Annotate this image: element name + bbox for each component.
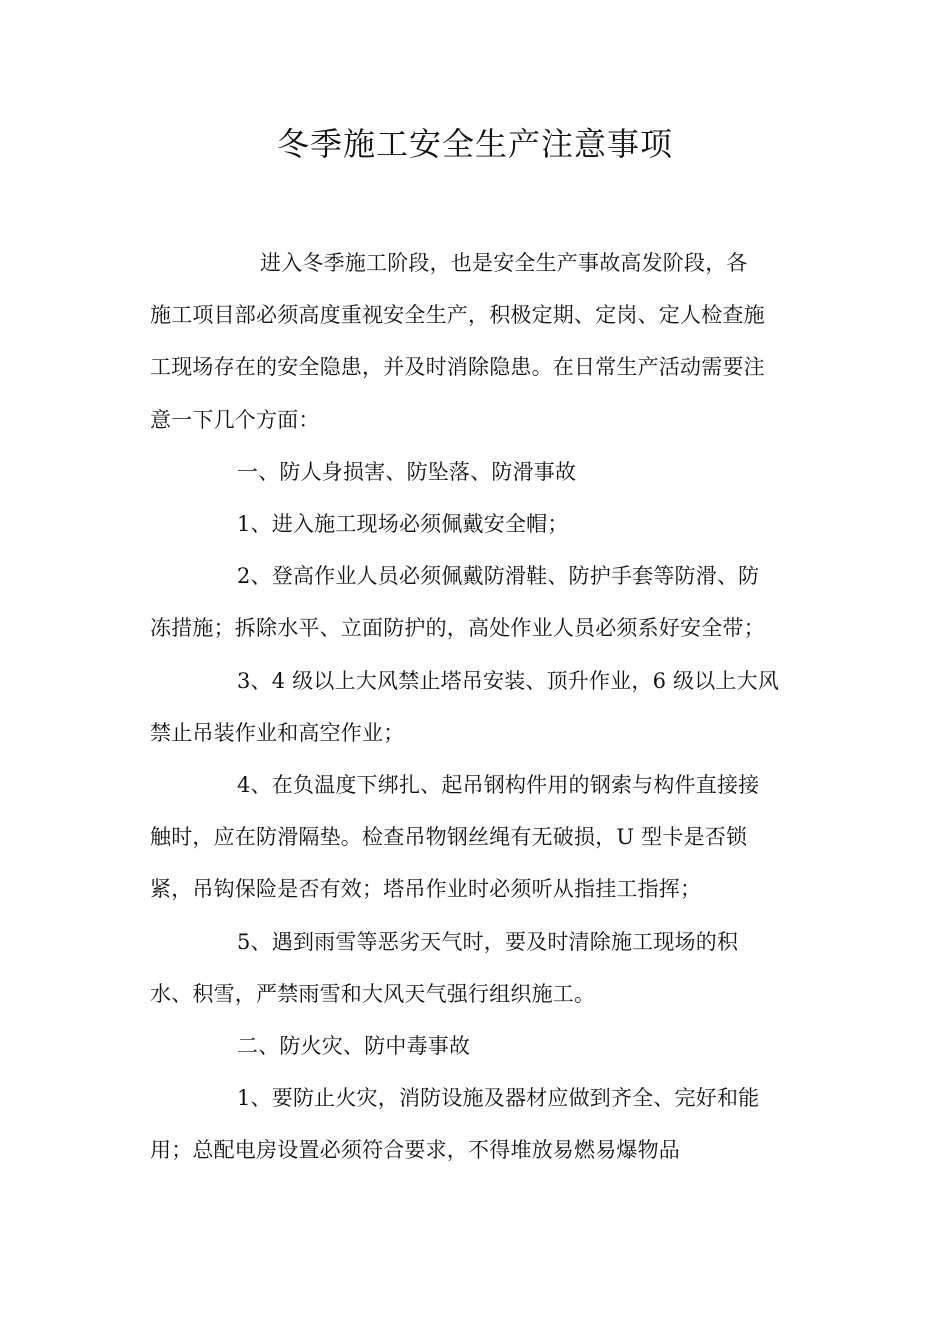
text-line: 触时，应在防滑隔垫。检查吊物钢丝绳有无破损，U 型卡是否锁: [150, 825, 748, 850]
text-line: 意一下几个方面：: [150, 407, 320, 432]
list-item-1-5: [150, 916, 800, 1020]
text-line: 1、要防止火灾，消防设施及器材应做到齐全、完好和能: [237, 1086, 760, 1111]
text-line: 冻措施；拆除水平、立面防护的，高处作业人员必须系好安全带；: [150, 616, 765, 641]
section-heading-2: [150, 1020, 800, 1072]
text-line: 紧，吊钩保险是否有效；塔吊作业时必须听从指挂工指挥；: [150, 877, 702, 902]
text-line: 水、积雪，严禁雨雪和大风天气强行组织施工。: [150, 981, 596, 1006]
text-line: 进入冬季施工阶段，也是安全生产事故高发阶段，各: [260, 251, 748, 275]
section-heading-1: [150, 446, 800, 498]
text-line: 二、防火灾、防中毒事故: [237, 1034, 471, 1059]
document-body: [150, 237, 800, 1177]
text-line: 1、进入施工现场必须佩戴安全帽；: [237, 512, 569, 537]
text-line: 4、在负温度下绑扎、起吊钢构件用的钢索与构件直接接: [237, 773, 760, 798]
text-line: 用；总配电房设置必须符合要求，不得堆放易燃易爆物品: [150, 1138, 680, 1163]
paragraph-intro: [150, 237, 800, 446]
document-title: 冬季施工安全生产注意事项: [276, 125, 673, 163]
list-item-1-2: [150, 550, 800, 654]
text-line: 3、4 级以上大风禁止塔吊安装、顶升作业，6 级以上大风: [237, 668, 780, 693]
text-line: 施工项目部必须高度重视安全生产，积极定期、定岗、定人检查施: [150, 303, 765, 328]
text-line: 2、登高作业人员必须佩戴防滑鞋、防护手套等防滑、防: [237, 564, 760, 589]
list-item-1-4: [150, 759, 800, 916]
text-line: 5、遇到雨雪等恶劣天气时，要及时清除施工现场的积: [237, 929, 739, 954]
text-line: 工现场存在的安全隐患，并及时消除隐患。在日常生产活动需要注: [150, 355, 765, 380]
list-item-2-1: [150, 1072, 800, 1176]
list-item-1-3: [150, 655, 800, 759]
text-line: 一、防人身损害、防坠落、防滑事故: [237, 459, 577, 484]
list-item-1-1: [150, 498, 800, 550]
text-line: 禁止吊装作业和高空作业；: [150, 720, 405, 745]
